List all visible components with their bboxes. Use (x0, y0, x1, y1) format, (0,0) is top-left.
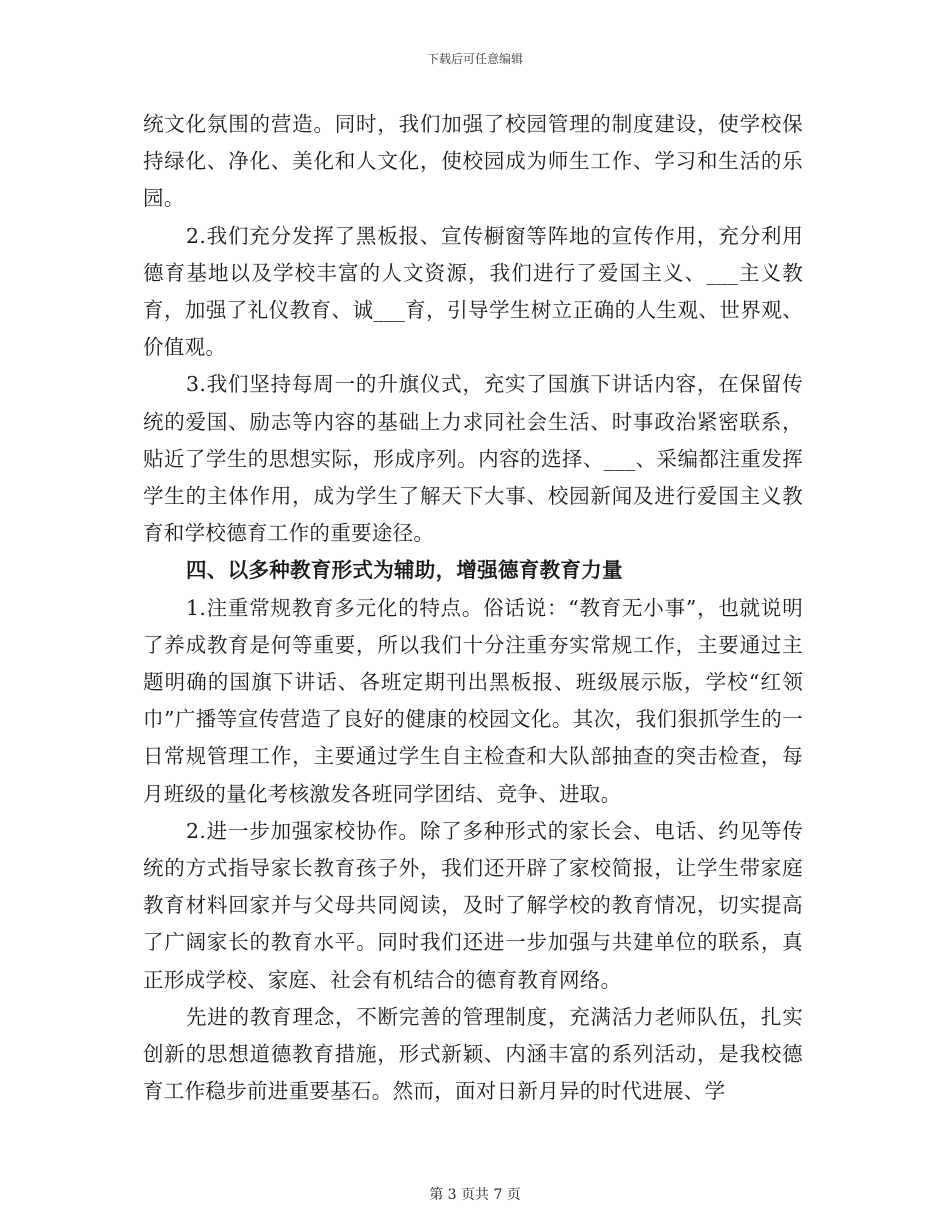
section-heading-4: 四、以多种教育形式为辅助，增强德育教育力量 (186, 558, 623, 583)
page-header: 下载后可任意编辑 (426, 52, 523, 66)
paragraph-continuation: 统文化氛围的营造。同时，我们加强了校园管理的制度建设，使学校保持绿化、净化、美化和人文化，使校园成为师生工作、学习和生活的乐园。 (143, 112, 803, 211)
paragraph-summary: 先进的教育理念，不断完善的管理制度，充满活力老师队伍，扎实创新的思想道德教育措施，形式新颖、内涵丰富的系列活动，是我校德育工作稳步前进重要基石。然而，面对日新月异的时代进展、学 (143, 1004, 803, 1104)
paragraph-item-3: 3.我们坚持每周一的升旗仪式，充实了国旗下讲话内容，在保留传统的爱国、励志等内容的基础上力求同社会生活、时事政治紧密联系，贴近了学生的思想实际，形成序列。内容的选择、___、采编都注重发挥学生的主体作用，成为学生了解天下大事、校园新闻及进行爱国主义教育和学校德育工作的重要途径。 (143, 372, 803, 546)
paragraph-routine-education: 1.注重常规教育多元化的特点。俗话说：“教育无小事”，也就说明了养成教育是何等重要，所以我们十分注重夯实常规工作，主要通过主题明确的国旗下讲话、各班定期刊出黑板报、班级展示版，学校“红领巾”广播等宣传营造了良好的健康的校园文化。其次，我们狠抓学生的一日常规管理工作，主要通过学生自主检查和大队部抽查的突击检查，每月班级的量化考核激发各班同学团结、竞争、进取。 (143, 595, 803, 806)
paragraph-home-school: 2.进一步加强家校协作。除了多种形式的家长会、电话、约见等传统的方式指导家长教育孩子外，我们还开辟了家校简报，让学生带家庭教育材料回家并与父母共同阅读，及时了解学校的教育情况，切实提高了广阔家长的教育水平。同时我们还进一步加强与共建单位的联系，真正形成学校、家庭、社会有机结合的德育教育网络。 (143, 818, 803, 992)
paragraph-item-2: 2.我们充分发挥了黑板报、宣传橱窗等阵地的宣传作用，充分利用德育基地以及学校丰富的人文资源，我们进行了爱国主义、___主义教育，加强了礼仪教育、诚___育，引导学生树立正确的人生观、世界观、价值观。 (143, 223, 803, 360)
page-number: 第 3 页共 7 页 (429, 1187, 521, 1203)
document-body (143, 106, 803, 1110)
